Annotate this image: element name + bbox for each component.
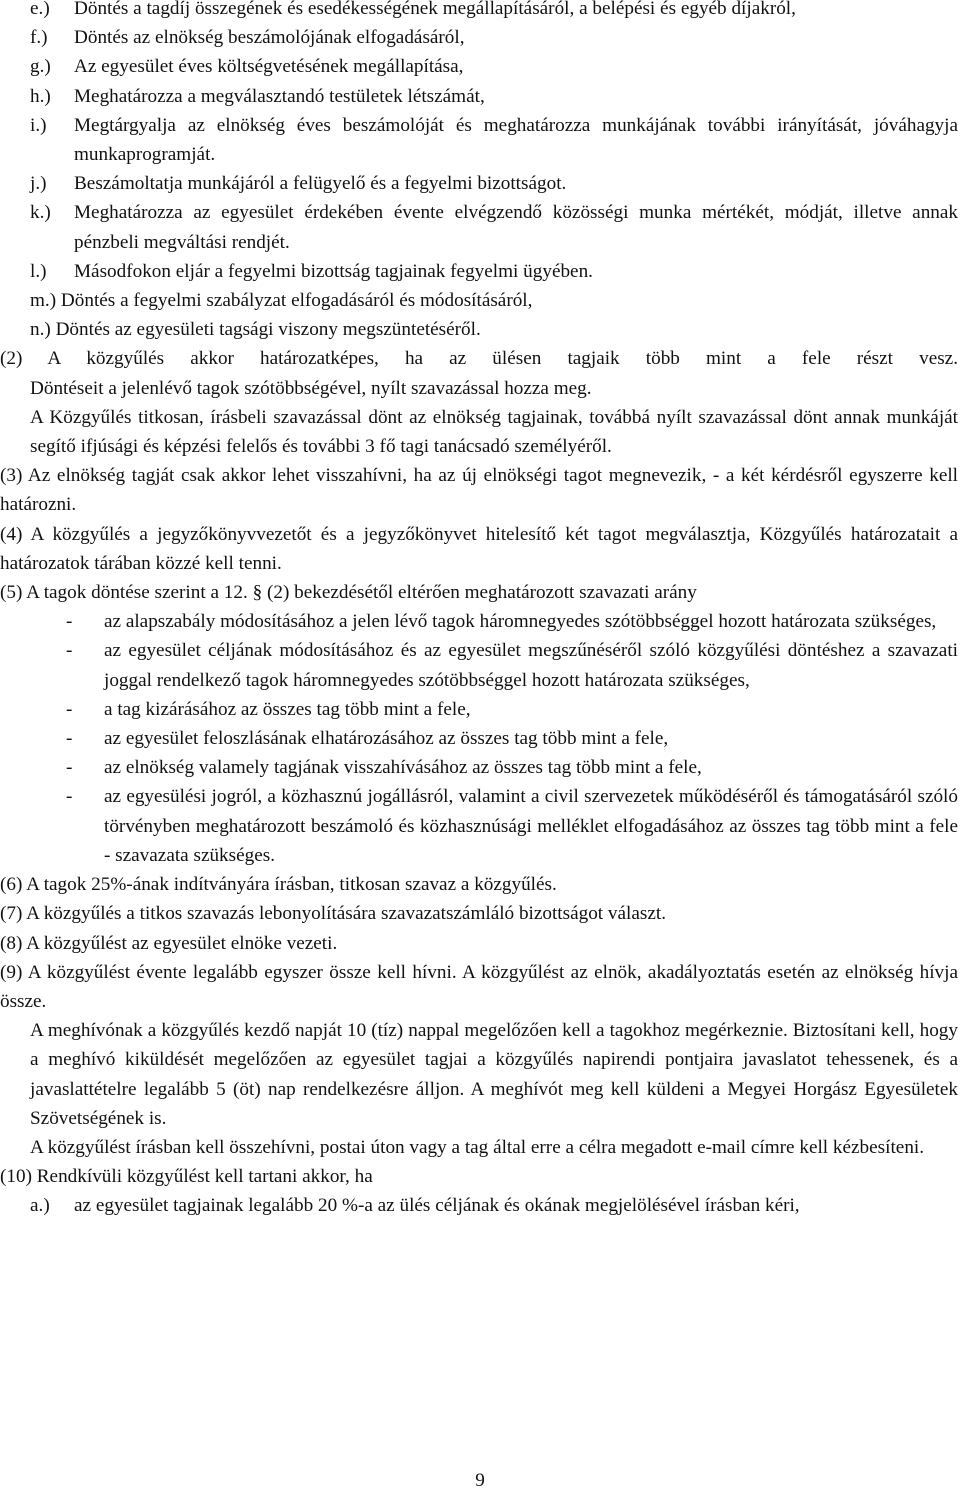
list-label: e.) bbox=[30, 0, 50, 19]
paragraph-5: (5) A tagok döntése szerint a 12. § (2) bekezdésétől eltérően meghatározott szavazati arány bbox=[0, 582, 697, 604]
paragraph-2-secret-vote: A Közgyűlés titkosan, írásbeli szavazással dönt az elnökség tagjainak, továbbá nyílt szavazással dönt annak munkáját segítő ifjúsági és képzési felelős és további 3 fő tagi tanácsadó személyéről. bbox=[30, 406, 958, 458]
dash-list-item bbox=[0, 636, 958, 694]
paragraph-7: (7) A közgyűlés a titkos szavazás lebonyolítására szavazatszámláló bizottságot választ. bbox=[0, 903, 667, 925]
paragraph-6: (6) A tagok 25%-ának indítványára írásban, titkosan szavaz a közgyűlés. bbox=[0, 874, 557, 896]
paragraph-2: (2) A közgyűlés akkor határozatképes, ha az ülésen tagjaik több mint a fele részt vesz. bbox=[0, 348, 958, 370]
list-text: Beszámoltatja munkájáról a felügyelő és a fegyelmi bizottságot. bbox=[74, 173, 567, 195]
list-item bbox=[0, 111, 958, 169]
list-label: j.) bbox=[30, 173, 47, 195]
paragraph-9-invitation: A meghívónak a közgyűlés kezdő napját 10 (tíz) nappal megelőzően kell a tagokhoz megérkeznie. Biztosítani kell, hogy a meghívó kiküldését megelőzően az egyesület tagjai a közgyűlés napirendi pontjaira javaslatot tehessenek, és a javaslattételre legalább 5 (öt) nap rendelkezésre álljon. A meghívót meg kell küldeni a Megyei Horgász Egyesületek Szövetségének is. bbox=[30, 1020, 958, 1129]
list-item bbox=[0, 169, 958, 198]
paragraph-8: (8) A közgyűlést az egyesület elnöke vezeti. bbox=[0, 932, 338, 954]
list-text: Másodfokon eljár a fegyelmi bizottság tagjainak fegyelmi ügyében. bbox=[74, 260, 593, 282]
paragraph-2-continuation: Döntéseit a jelenlévő tagok szótöbbségével, nyílt szavazással hozza meg. bbox=[30, 377, 592, 399]
dash-text: az elnökség valamely tagjának visszahívásához az összes tag több mint a fele, bbox=[104, 757, 702, 779]
list-text: Döntés a tagdíj összegének és esedékességének megállapításáról, a belépési és egyéb díjakról, bbox=[74, 0, 796, 19]
list-item bbox=[0, 0, 958, 23]
list-text: Meghatározza a megválasztandó testületek létszámát, bbox=[74, 85, 485, 107]
dash-marker: - bbox=[66, 757, 73, 779]
dash-text: az alapszabály módosításához a jelen lévő tagok háromnegyedes szótöbbséggel hozott határozata szükséges, bbox=[104, 611, 937, 633]
dash-list-item bbox=[0, 753, 958, 782]
list-item: n.) Döntés az egyesületi tagsági viszony megszüntetéséről. bbox=[30, 319, 481, 341]
list-text: Döntés az elnökség beszámolójának elfogadásáról, bbox=[74, 27, 465, 49]
dash-marker: - bbox=[66, 728, 73, 750]
list-item bbox=[0, 257, 958, 286]
paragraph-9: (9) A közgyűlést évente legalább egyszer össze kell hívni. A közgyűlést az elnök, akadályoztatás esetén az elnökség hívja össze. bbox=[0, 961, 958, 1012]
paragraph-9-delivery: A közgyűlést írásban kell összehívni, postai úton vagy a tag által erre a célra megadott e-mail címre kell kézbesíteni. bbox=[30, 1136, 925, 1158]
list-item bbox=[0, 52, 958, 81]
list-item bbox=[0, 82, 958, 111]
list-label: i.) bbox=[30, 114, 47, 136]
list-item: m.) Döntés a fegyelmi szabályzat elfogadásáról és módosításáról, bbox=[30, 290, 533, 312]
dash-list-item bbox=[0, 724, 958, 753]
list-item bbox=[0, 198, 958, 256]
paragraph-3: (3) Az elnökség tagját csak akkor lehet visszahívni, ha az új elnökségi tagot megnevezik, - a két kérdésről egyszerre kell határozni. bbox=[0, 465, 958, 516]
dash-marker: - bbox=[66, 611, 73, 633]
list-item bbox=[0, 1191, 958, 1220]
list-text: az egyesület tagjainak legalább 20 %-a az ülés céljának és okának megjelölésével írásban kéri, bbox=[74, 1195, 800, 1217]
list-label: l.) bbox=[30, 260, 47, 282]
list-label: h.) bbox=[30, 85, 51, 107]
page-number: 9 bbox=[475, 1470, 485, 1491]
dash-text: az egyesület céljának módosításához és az egyesület megszűnéséről szóló közgyűlési döntéshez a szavazati joggal rendelkező tagok háromnegyedes szótöbbséggel hozott határozata szükséges, bbox=[104, 640, 958, 691]
dash-list-item bbox=[0, 695, 958, 724]
list-text: Az egyesület éves költségvetésének megállapítása, bbox=[74, 56, 464, 78]
dash-list-item bbox=[0, 607, 958, 636]
list-label: g.) bbox=[30, 56, 51, 78]
list-label: k.) bbox=[30, 202, 51, 224]
paragraph-4: (4) A közgyűlés a jegyzőkönyvvezetőt és a jegyzőkönyvet hitelesítő két tagot megválasztja, Közgyűlés határozatait a határozatok tárában közzé kell tenni. bbox=[0, 523, 958, 574]
list-text: Megtárgyalja az elnökség éves beszámolóját és meghatározza munkájának további irányítását, jóváhagyja munkaprogramját. bbox=[74, 114, 958, 166]
dash-marker: - bbox=[66, 786, 73, 808]
list-label: a.) bbox=[30, 1195, 50, 1217]
dash-text: az egyesület feloszlásának elhatározásához az összes tag több mint a fele, bbox=[104, 728, 669, 750]
list-text: Meghatározza az egyesület érdekében évente elvégzendő közösségi munka mértékét, módját, illetve annak pénzbeli megváltási rendjét. bbox=[74, 202, 958, 253]
dash-marker: - bbox=[66, 698, 73, 720]
paragraph-10: (10) Rendkívüli közgyűlést kell tartani akkor, ha bbox=[0, 1166, 373, 1188]
dash-text: a tag kizárásához az összes tag több mint a fele, bbox=[104, 698, 471, 720]
list-label: f.) bbox=[30, 27, 48, 49]
list-item bbox=[0, 23, 958, 52]
dash-text: az egyesülési jogról, a közhasznú jogállásról, valamint a civil szervezetek működéséről és támogatásáról szóló törvényben meghatározott beszámoló és közhasznúsági melléklet elfogadásához az összes tag több mint a fele - szavazata szükséges. bbox=[104, 786, 958, 866]
dash-list-item bbox=[0, 782, 958, 870]
dash-marker: - bbox=[66, 640, 73, 662]
